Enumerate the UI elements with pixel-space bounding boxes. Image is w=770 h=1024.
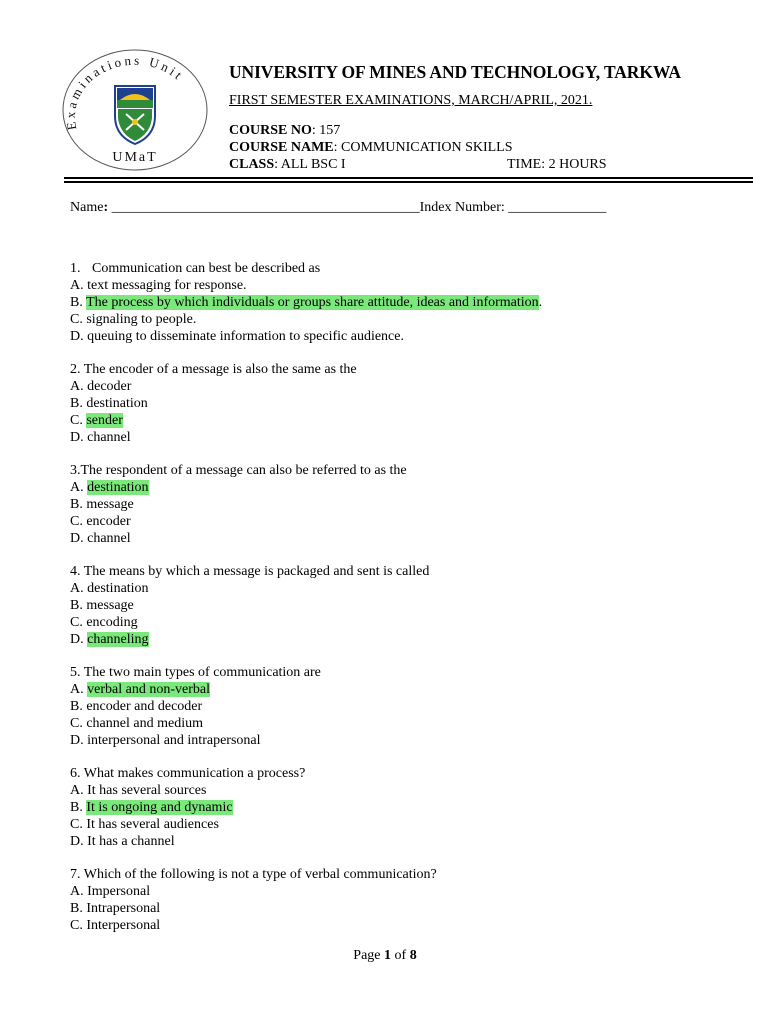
- option-letter: C.: [70, 716, 87, 731]
- answer-option: [70, 513, 730, 530]
- highlighted-answer: The process by which individuals or groups share attitude, ideas and information: [86, 295, 539, 310]
- answer-option: [70, 412, 730, 429]
- time-allowed: TIME: 2 HOURS: [507, 157, 607, 172]
- option-letter: B.: [70, 901, 87, 916]
- option-text: channel: [87, 531, 131, 546]
- highlighted-answer: channeling: [87, 632, 149, 647]
- option-text: decoder: [87, 379, 132, 394]
- page-word: Page: [353, 948, 385, 963]
- option-letter: C.: [70, 918, 87, 933]
- option-letter: B.: [70, 396, 87, 411]
- question-text: 4. The means by which a message is packaged and sent is called: [70, 564, 430, 579]
- header-divider-bottom: [64, 181, 753, 183]
- question-5: [70, 664, 730, 749]
- question-text: 5. The two main types of communication are: [70, 665, 321, 680]
- highlighted-answer: It is ongoing and dynamic: [86, 800, 233, 815]
- option-text: message: [86, 598, 134, 613]
- question-text: 6. What makes communication a process?: [70, 766, 306, 781]
- course-name-row: [229, 139, 749, 156]
- option-letter: C.: [70, 615, 87, 630]
- index-number-field[interactable]: Index Number: ______________: [419, 200, 607, 215]
- answer-option: [70, 580, 730, 597]
- option-letter: D.: [70, 531, 88, 546]
- answer-option: [70, 530, 730, 547]
- answer-option: [70, 395, 730, 412]
- highlighted-answer: sender: [86, 413, 123, 428]
- question-3: [70, 462, 730, 547]
- option-letter: D.: [70, 733, 88, 748]
- option-letter: C.: [70, 312, 87, 327]
- option-text: It has several audiences: [86, 817, 219, 832]
- option-text: interpersonal and intrapersonal: [87, 733, 261, 748]
- option-letter: A.: [70, 682, 88, 697]
- option-text: signaling to people.: [86, 312, 197, 327]
- candidate-fields: [70, 200, 606, 216]
- option-letter: C.: [70, 817, 87, 832]
- answer-option: [70, 631, 730, 648]
- course-no-row: [229, 122, 749, 139]
- name-field[interactable]: ____________________________________________: [108, 200, 420, 215]
- answer-option: [70, 715, 730, 732]
- option-letter: C.: [70, 413, 87, 428]
- question-4: [70, 563, 730, 648]
- option-letter: B.: [70, 598, 87, 613]
- option-letter: B.: [70, 800, 87, 815]
- option-text: It has several sources: [87, 783, 207, 798]
- answer-option: [70, 597, 730, 614]
- option-text: Intrapersonal: [86, 901, 161, 916]
- option-text: destination: [86, 396, 148, 411]
- header-divider-top: [64, 177, 753, 179]
- course-no-value: : 157: [311, 123, 341, 138]
- answer-option: [70, 698, 730, 715]
- option-text: encoder and decoder: [86, 699, 203, 714]
- option-letter: C.: [70, 514, 87, 529]
- highlighted-answer: destination: [87, 480, 149, 495]
- answer-option: [70, 328, 730, 345]
- option-letter: A.: [70, 783, 88, 798]
- question-6: [70, 765, 730, 850]
- question-text: 2. The encoder of a message is also the same as the: [70, 362, 357, 377]
- option-text: message: [86, 497, 134, 512]
- class-row: [229, 156, 749, 173]
- option-text: Impersonal: [87, 884, 151, 899]
- answer-option: [70, 496, 730, 513]
- answer-option: [70, 900, 730, 917]
- answer-option: [70, 816, 730, 833]
- examinations-unit-seal: [60, 48, 210, 173]
- question-stem: [70, 664, 730, 681]
- course-name-label: COURSE NAME: [229, 140, 334, 155]
- of-word: of: [391, 948, 410, 963]
- option-letter: A.: [70, 884, 88, 899]
- exam-header: [229, 62, 749, 173]
- answer-option: [70, 917, 730, 934]
- highlighted-answer: verbal and non-verbal: [87, 682, 210, 697]
- option-text: encoding: [86, 615, 138, 630]
- course-name-value: : COMMUNICATION SKILLS: [333, 140, 513, 155]
- option-text: channel: [87, 430, 131, 445]
- option-text: destination: [87, 581, 149, 596]
- question-stem: [70, 462, 730, 479]
- answer-option: [70, 883, 730, 900]
- name-colon: :: [103, 200, 109, 215]
- answer-option: [70, 479, 730, 496]
- class-value: : ALL BSC I: [274, 157, 346, 172]
- question-number: 1.: [70, 261, 81, 276]
- question-list: [70, 260, 730, 950]
- class-label: CLASS: [229, 157, 275, 172]
- question-stem: [70, 260, 730, 277]
- option-text: It has a channel: [87, 834, 175, 849]
- option-text: Interpersonal: [86, 918, 161, 933]
- question-1: [70, 260, 730, 345]
- option-letter: A.: [70, 278, 88, 293]
- page-current: 1: [384, 948, 392, 963]
- name-label: Name: [70, 200, 104, 215]
- option-text: queuing to disseminate information to specific audience.: [87, 329, 404, 344]
- answer-option: [70, 614, 730, 631]
- answer-option: [70, 277, 730, 294]
- question-stem: [70, 361, 730, 378]
- answer-option: [70, 311, 730, 328]
- course-details: [229, 122, 749, 173]
- question-stem: [70, 866, 730, 883]
- option-letter: D.: [70, 430, 88, 445]
- answer-option: [70, 732, 730, 749]
- answer-option: [70, 294, 730, 311]
- page-footer: [0, 948, 770, 964]
- exam-session-title: FIRST SEMESTER EXAMINATIONS, MARCH/APRIL, 2021.: [229, 93, 593, 108]
- answer-option: [70, 429, 730, 446]
- question-text: 3.The respondent of a message can also be referred to as the: [70, 463, 407, 478]
- option-text: text messaging for response.: [87, 278, 247, 293]
- option-text: channel and medium: [86, 716, 203, 731]
- answer-option: [70, 681, 730, 698]
- option-letter: D.: [70, 632, 88, 647]
- university-crest-icon: [115, 86, 155, 144]
- option-letter: A.: [70, 480, 88, 495]
- option-letter: A.: [70, 581, 88, 596]
- option-letter: A.: [70, 379, 88, 394]
- answer-option: [70, 782, 730, 799]
- question-stem: [70, 765, 730, 782]
- answer-option: [70, 833, 730, 850]
- course-no-label: COURSE NO: [229, 123, 312, 138]
- option-letter: D.: [70, 834, 88, 849]
- question-text: Communication can best be described as: [92, 261, 321, 276]
- page-total: 8: [409, 948, 417, 963]
- answer-option: [70, 378, 730, 395]
- university-title: UNIVERSITY OF MINES AND TECHNOLOGY, TARKWA: [229, 62, 681, 82]
- question-2: [70, 361, 730, 446]
- answer-option: [70, 799, 730, 816]
- question-stem: [70, 563, 730, 580]
- question-text: 7. Which of the following is not a type of verbal communication?: [70, 867, 437, 882]
- option-letter: B.: [70, 699, 87, 714]
- option-text: encoder: [86, 514, 131, 529]
- seal-ring-text: Examinations Unit: [62, 52, 188, 132]
- option-letter: B.: [70, 295, 87, 310]
- option-letter: B.: [70, 497, 87, 512]
- seal-logo-text: UMaT: [112, 150, 158, 165]
- question-7: [70, 866, 730, 934]
- option-suffix: .: [538, 295, 543, 310]
- option-letter: D.: [70, 329, 88, 344]
